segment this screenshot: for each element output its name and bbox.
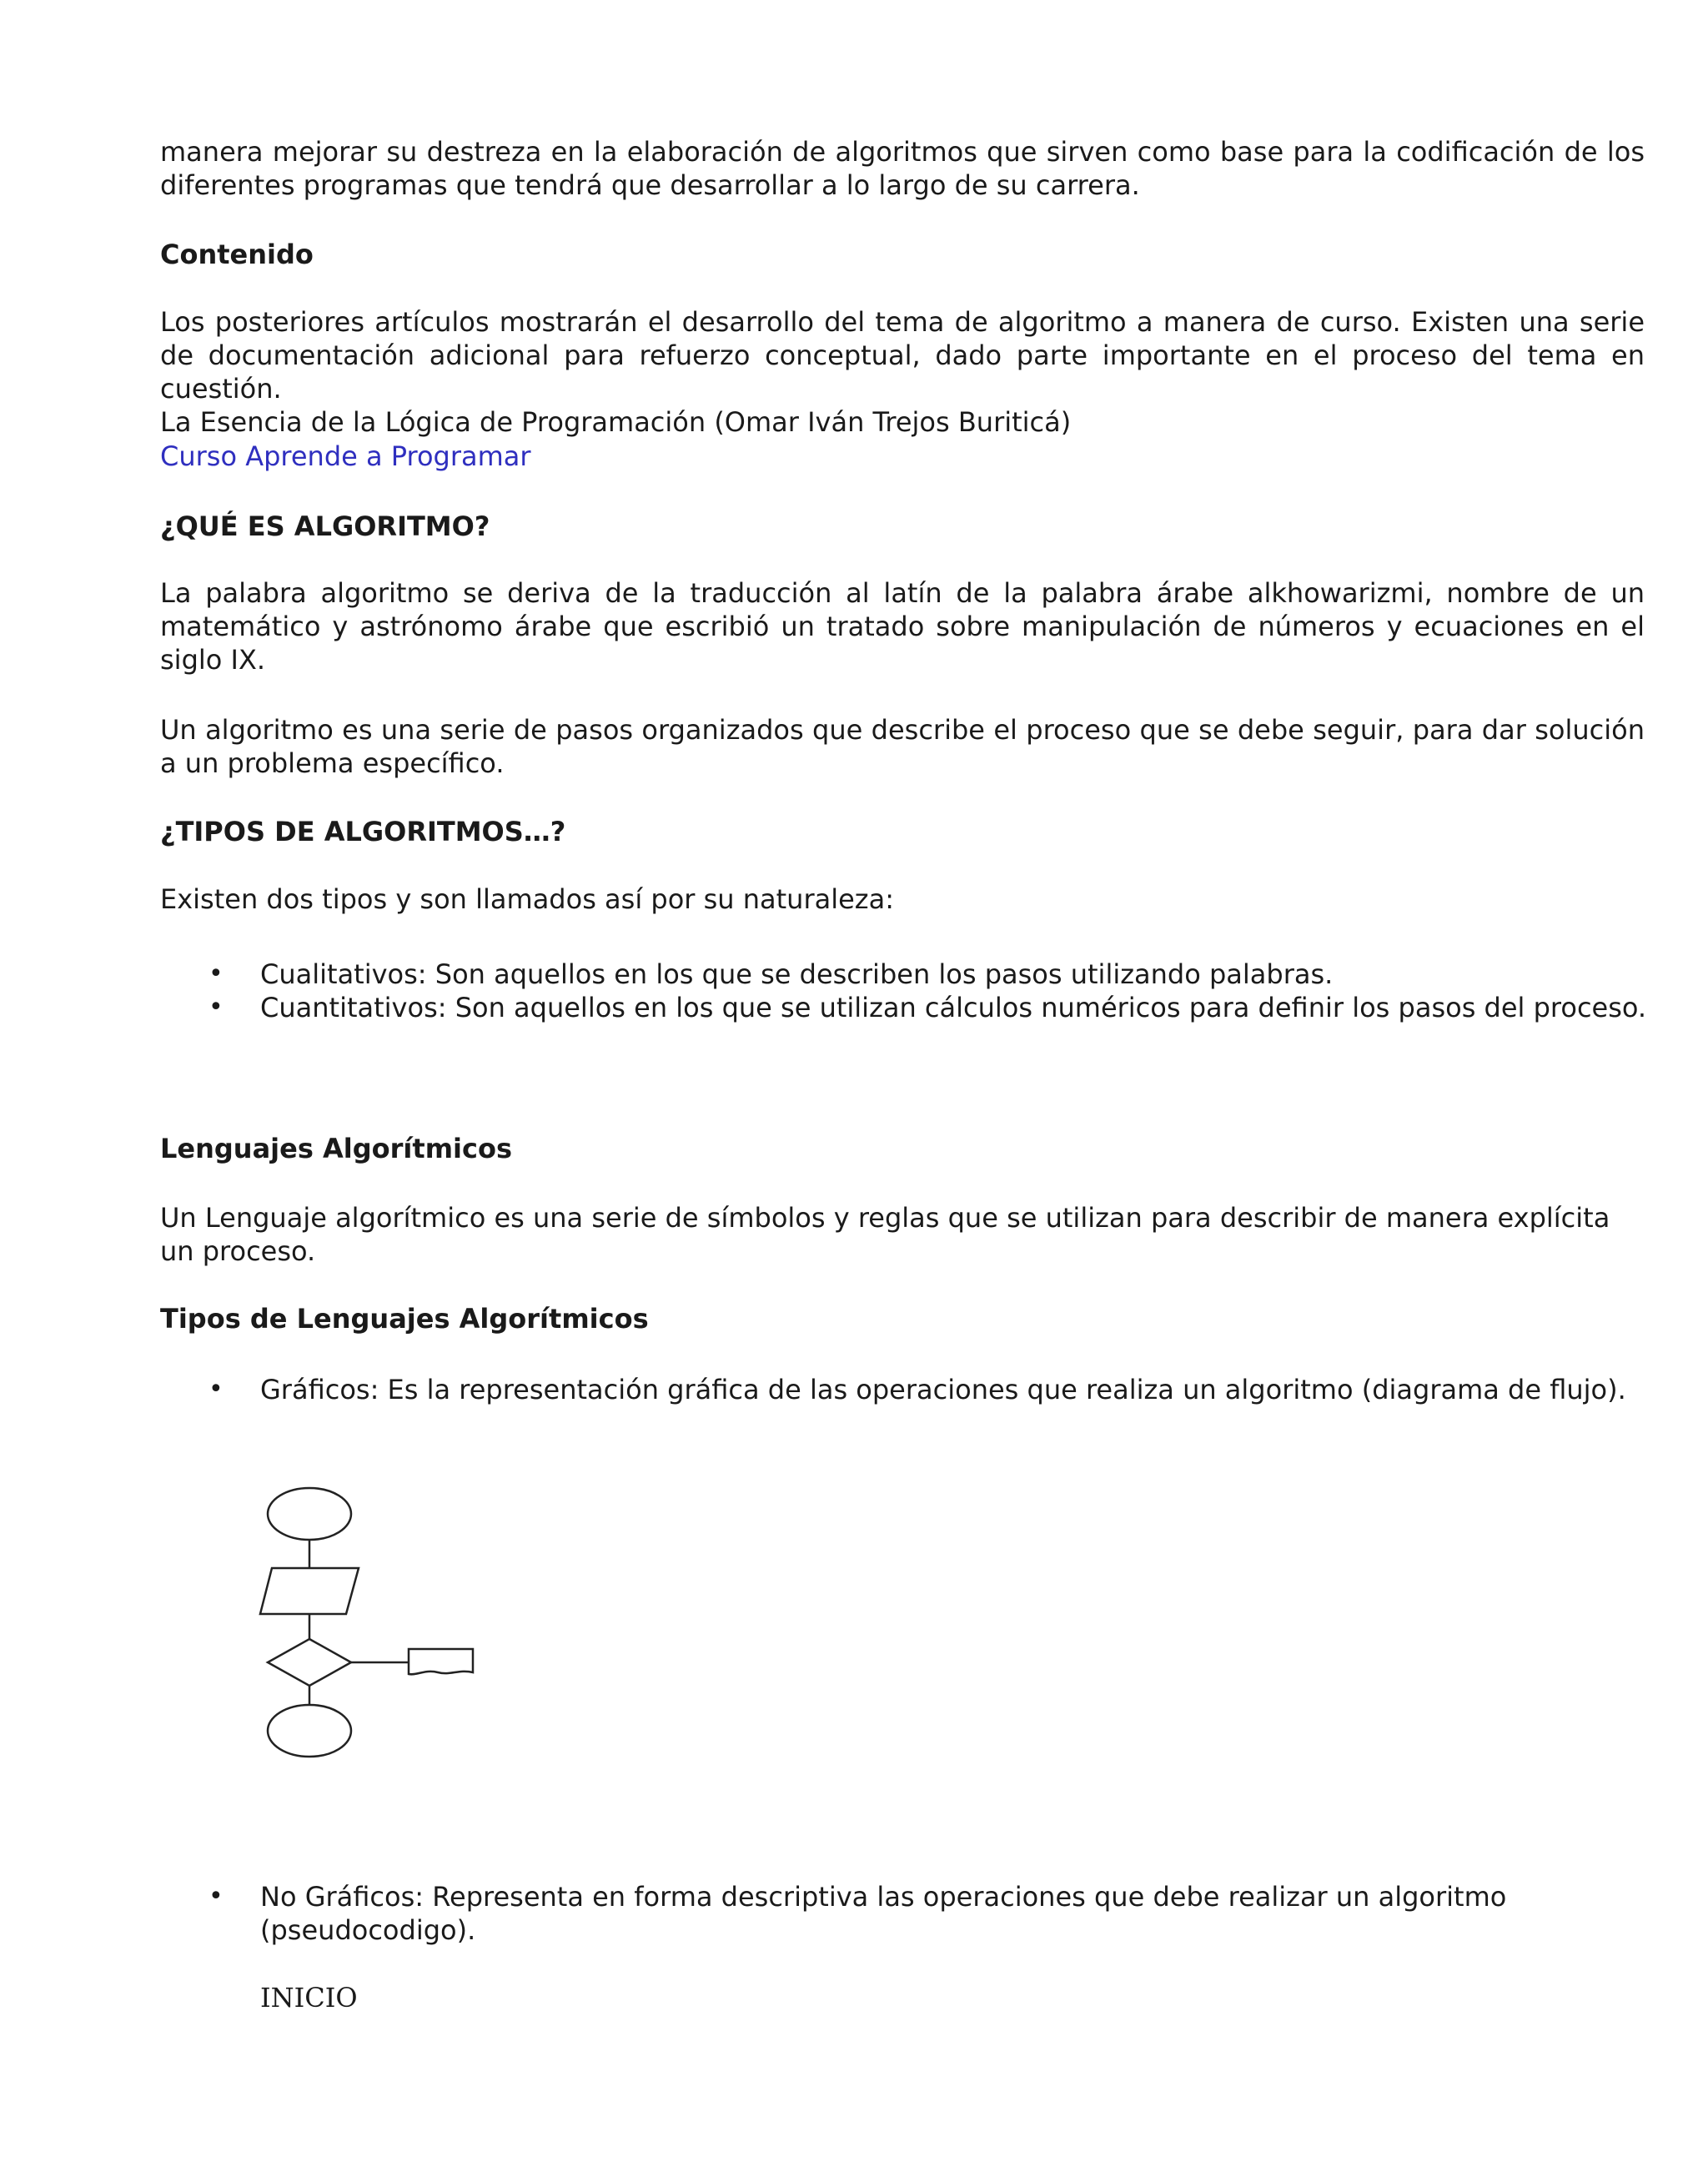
contenido-heading: Contenido	[160, 239, 314, 270]
tipos-intro: Existen dos tipos y son llamados así por su naturaleza:	[160, 883, 894, 915]
flowchart-document-shape	[409, 1649, 473, 1674]
flowchart-decision-diamond	[268, 1639, 351, 1686]
flowchart-start-terminal	[268, 1488, 351, 1540]
flowchart-end-terminal	[268, 1705, 351, 1757]
list-item-no-graficos: No Gráficos: Representa en forma descriptiva las operaciones que debe realizar un algoritmo (pseudocodigo).	[260, 1881, 1507, 1946]
intro-paragraph: manera mejorar su destreza en la elaboración de algoritmos que sirven como base para la codificación de los diferentes programas que tendrá que desarrollar a lo largo de su carrera.	[160, 136, 1645, 201]
list-item-cuantitativos: Cuantitativos: Son aquellos en los que se utilizan cálculos numéricos para definir los pasos del proceso.	[260, 992, 1647, 1023]
tipos-lenguajes-heading: Tipos de Lenguajes Algorítmicos	[160, 1303, 649, 1335]
lenguajes-heading: Lenguajes Algorítmicos	[160, 1133, 512, 1164]
bullet-marker: •	[208, 1375, 224, 1404]
flowchart-input-parallelogram	[260, 1568, 359, 1614]
bullet-marker: •	[208, 993, 224, 1022]
que-es-heading: ¿QUÉ ES ALGORITMO?	[160, 510, 490, 542]
flowchart-diagram	[250, 1481, 500, 1764]
que-es-paragraph-2: Un algoritmo es una serie de pasos organizados que describe el proceso que se debe seguir, para dar solución a un problema específico.	[160, 714, 1645, 779]
contenido-paragraph: Los posteriores artículos mostrarán el desarrollo del tema de algoritmo a manera de curso. Existen una serie de documentación adicional para refuerzo conceptual, dado parte importante en el proceso del tema en cuestión.	[160, 306, 1645, 405]
lenguajes-paragraph: Un Lenguaje algorítmico es una serie de símbolos y reglas que se utilizan para describir de manera explícita un proceso.	[160, 1202, 1610, 1267]
tipos-heading: ¿TIPOS DE ALGORITMOS…?	[160, 816, 566, 847]
curso-link[interactable]: Curso Aprende a Programar	[160, 440, 531, 472]
que-es-paragraph-1: La palabra algoritmo se deriva de la traducción al latín de la palabra árabe alkhowarizmi, nombre de un matemático y astrónomo árabe que escribió un tratado sobre manipulación de números y ecuaciones en el siglo IX.	[160, 577, 1645, 676]
list-item-graficos: Gráficos: Es la representación gráfica de las operaciones que realiza un algoritmo (diagrama de flujo).	[260, 1374, 1626, 1405]
list-item-cualitativos: Cualitativos: Son aquellos en los que se describen los pasos utilizando palabras.	[260, 958, 1334, 990]
pseudocode-inicio: INICIO	[260, 1982, 358, 2014]
bullet-marker: •	[208, 959, 224, 988]
bullet-marker: •	[208, 1882, 224, 1911]
reference-line: La Esencia de la Lógica de Programación (Omar Iván Trejos Buriticá)	[160, 406, 1072, 438]
